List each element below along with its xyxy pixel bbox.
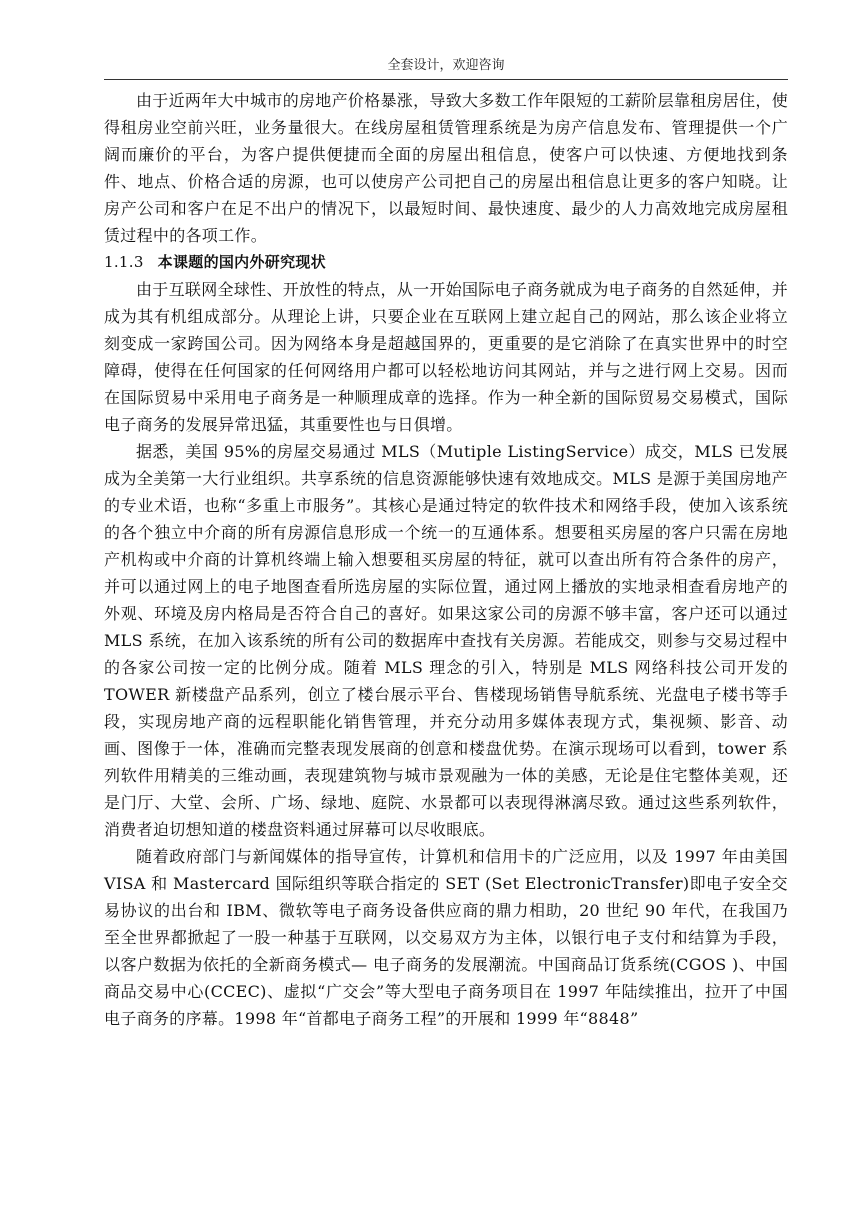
section-paragraph: 据悉，美国 95%的房屋交易通过 MLS（Mutiple ListingService）成交，MLS 已发展成为全美第一大行业组织。共享系统的信息资源能够快速有效地成交。MLS 是源于美国房地产的专业术语，也称“多重上市服务”。其核心是通过特定的软件技术和网络手段，使加入该系统的各个独立中介商的所有房源信息形成一个统一的互通体系。想要租买房屋的客户只需在房地产机构或中介商的计算机终端上输入想要租买房屋的特征，就可以查出所有符合条件的房产，并可以通过网上的电子地图查看所选房屋的实际位置，通过网上播放的实地录相查看房地产的外观、环境及房内格局是否符合自己的喜好。如果这家公司的房源不够丰富，客户还可以通过 MLS 系统，在加入该系统的所有公司的数据库中查找有关房源。若能成交，则参与交易过程中的各家公司按一定的比例分成。随着 MLS 理念的引入，特别是 MLS 网络科技公司开发的 TOWER 新楼盘产品系列，创立了楼台展示平台、售楼现场销售导航系统、光盘电子楼书等手段，实现房地产商的远程职能化销售管理，并充分动用多媒体表现方式，集视频、影音、动画、图像于一体，准确而完整表现发展商的创意和楼盘优势。在演示现场可以看到，tower 系列软件用精美的三维动画，表现建筑物与城市景观融为一体的美感，无论是住宅整体美观，还是门厅、大堂、会所、广场、绿地、庭院、水景都可以表现得淋漓尽致。通过这些系列软件，消费者迫切想知道的楼盘资料通过屏幕可以尽收眼底。 [104,442,788,839]
header-divider [104,79,788,80]
page-header: 全套设计，欢迎咨询 [387,58,505,73]
section-paragraph: 随着政府部门与新闻媒体的指导宣传，计算机和信用卡的广泛应用，以及 1997 年由美国 VISA 和 Mastercard 国际组织等联合指定的 SET (Set ElectronicTransfer)即电子安全交易协议的出台和 IBM、微软等电子商务设备供应商的鼎力相助，20 世纪 90 年代，在我国乃至全世界都掀起了一股一种基于互联网，以交易双方为主体，以银行电子支付和结算为手段，以客户数据为依托的全新商务模式— 电子商务的发展潮流。中国商品订货系统(CGOS )、中国商品交易中心(CCEC)、虚拟“广交会”等大型电子商务项目在 1997 年陆续推出，拉开了中国电子商务的序幕。1998 年“首都电子商务工程”的开展和 1999 年“8848” [104,847,788,1028]
section-paragraph: 由于互联网全球性、开放性的特点，从一开始国际电子商务就成为电子商务的自然延伸，并成为其有机组成部分。从理论上讲，只要企业在互联网上建立起自己的网站，那么该企业将立刻变成一家跨国公司。因为网络本身是超越国界的，更重要的是它消除了在真实世界中的时空障碍，使得在任何国家的任何网络用户都可以轻松地访问其网站，并与之进行网上交易。因而在国际贸易中采用电子商务是一种顺理成章的选择。作为一种全新的国际贸易交易模式，国际电子商务的发展异常迅猛，其重要性也与日俱增。 [104,280,789,434]
section-number: 1.1.3 [104,253,144,271]
intro-paragraph: 由于近两年大中城市的房地产价格暴涨，导致大多数工作年限短的工薪阶层靠租房居住，使得租房业空前兴旺，业务量很大。在线房屋租赁管理系统是为房产信息发布、管理提供一个广阔而廉价的平台，为客户提供便捷而全面的房屋出租信息，使客户可以快速、方便地找到条件、地点、价格合适的房源，也可以使房产公司把自己的房屋出租信息让更多的客户知晓。让房产公司和客户在足不出户的情况下，以最短时间、最快速度、最少的人力高效地完成房屋租赁过程中的各项工作。 [104,91,789,245]
section-heading [104,249,788,276]
document-body [104,87,788,1032]
section-title: 本课题的国内外研究现状 [157,253,326,271]
